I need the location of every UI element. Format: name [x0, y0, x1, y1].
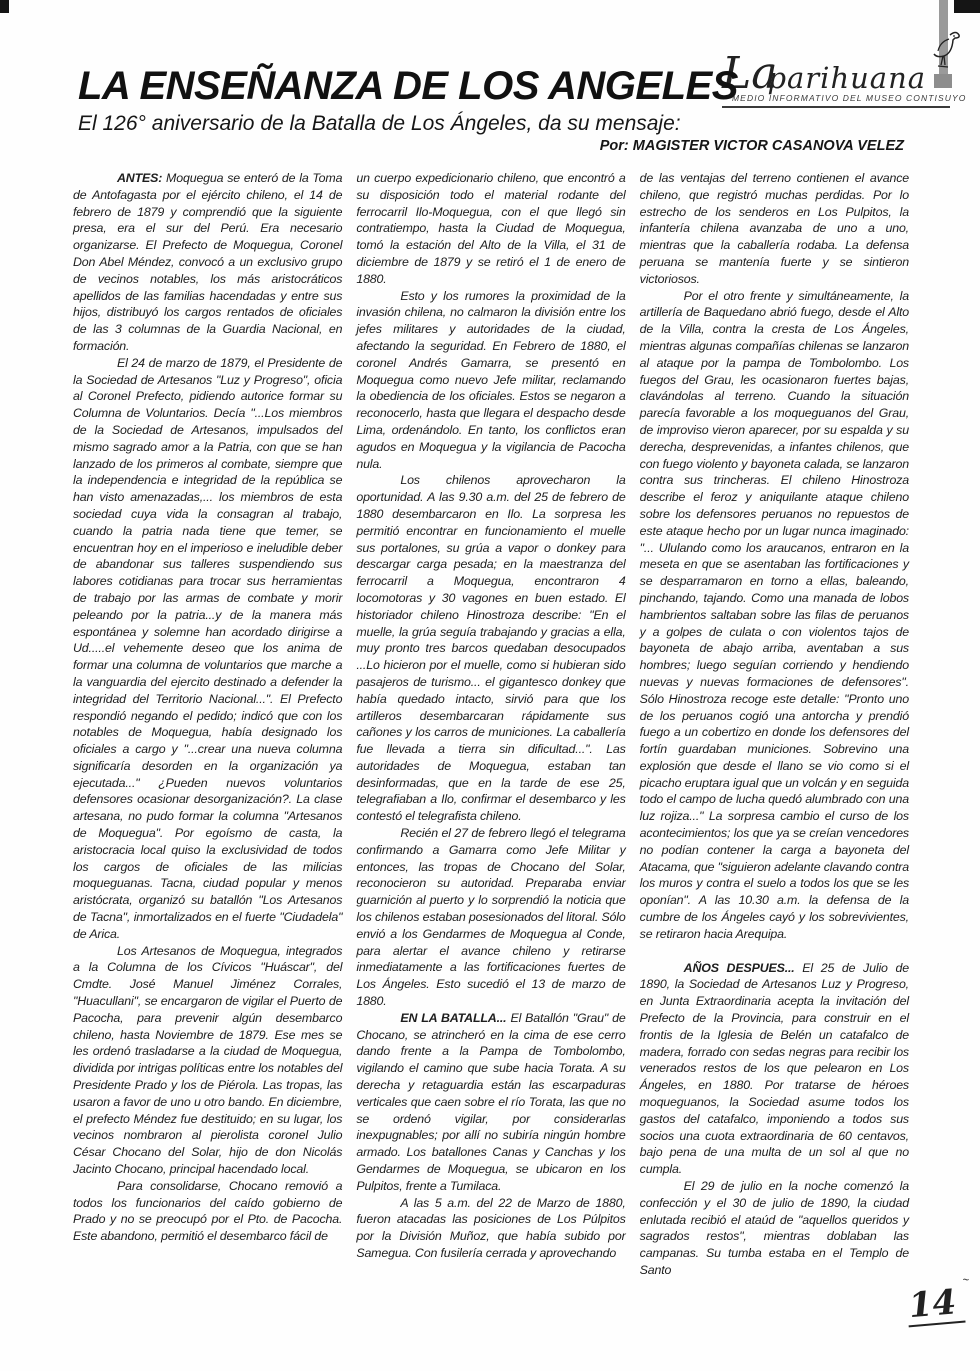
paragraph-text: un cuerpo expedicionario chileno, que encontró a su disposición todo el material rodante del ferrocarril Ilo-Moquegua, con el que llegó sin contratiempo, hasta la Ciudad de Moquegua, tomó la estación del Alto de la Villa, el 31 de diciembre de 1879 y se retiró el 1 de enero de 1880.: [356, 171, 626, 286]
paragraph: [640, 1178, 909, 1279]
page-number-value: 14: [906, 1282, 958, 1327]
paragraph-text: Los chilenos aprovecharon la oportunidad. A las 9.30 a.m. del 25 de febrero de 1880 desembarcaron en Ilo. La sorpresa les permitió encontrar en funcionamiento el muelle sus portalones, su grúa a vapor o donkey para descargar carga pesada; en la maestranza del ferrocarril a Moquegua, encontraron 4 locomotoras y 30 vagones en buen estado. El historiador chileno Hinostroza describe: "En el muelle, la grúa seguía trabajando y gracias a ella, muy pronto tres barcos quedaban desocupados ...Lo hicieron por el muelle, como si hubieran sido pasajeros de turismo... el gigantesco donkey que había quedado intacto, sirvió para que los artilleros desembarcaran rápidamente sus cañones y los carros de municiones. La caballería fue llevada a tierra sin dificultad...". Las autoridades de Moquegua, estaban tan desinformadas, que en la tarde de ese 25, telegrafiaban a Ilo, confirmar el desembarco y les contestó el telegrafista chileno.: [356, 473, 626, 824]
article-subtitle: El 126° aniversario de la Batalla de Los Ángeles, da su mensaje:: [78, 112, 681, 135]
paragraph: [73, 170, 342, 355]
masthead: [722, 30, 967, 108]
page-number-doodle-icon: ~: [961, 1275, 969, 1286]
paragraph-lead: EN LA BATALLA...: [400, 1010, 511, 1025]
paragraph-text: Esto y los rumores la proximidad de la invasión chilena, no calmaron la división entre los jefes militares y autoridades de la ciudad, afectando la seguridad. En Febrero de 1880, el coronel Andrés Gamarra, se presentó en Moquegua como nuevo Jefe militar, reclamando la obediencia de los oficiales. Estos se negaron a reconocerlo, hasta que llegara el despacho desde Lima, ordenándolo. En tanto, los conflictos eran agudos en Moquegua y la vigilancia de Pacocha nula.: [356, 288, 626, 471]
paragraph: [356, 170, 625, 288]
paragraph-text: El 25 de Julio de 1890, la Sociedad de Artesanos Luz y Progreso, en Junta Extraordinaria acepta la invitación del Prefecto de la Provincia, para construir en el frontis de la Iglesia de Belén un catafalco de madera, forrado con sedas negras para recibir los venerados restos de los que pelearon en Los Ángeles, en 1880. Por tratarse de héroes moqueguanos, la Sociedad asume todos los gastos del catafalco, imponiendo a todos sus socios una cuota extraordinaria de 60 centavos, bajo pena de una multa de un sol al que no cumpla.: [639, 960, 909, 1177]
paragraph-text: Por el otro frente y simultáneamente, la artillería de Baquedano abrió fuego, desde el Alto de la Villa, contra la cresta de Los Ángeles, mientras algunas compañías chilenas se lanzaron al ataque por la pampa de Tombolombo. Los fuegos del Grau, les ocasionaron fuertes bajas, clavándolas al terreno. Cuando la situación parecía favorable a los moqueguanos del Grau, de improviso vieron aparecer, por su espalda y su derecha, desprevenidas, a infantes chilenos, que con fuego violento y bayoneta calada, se lanzaron contra sus trincheras. El chileno Hinostroza describe el feroz y aniquilante ataque chileno sobre los defensores peruanos no repuestos de este ataque hecho por un lugar nunca imaginado: "... Ululando como los araucanos, entraron en la meseta en que se asentaban las fortificaciones y se desparramaron en torno a ellas, baleando, pinchando, tajando. Como una manada de lobos hambrientos saltaban sobre las filas de peruanos y a golpes de culata o con violentos tajos de bayoneta de abajo arriba, aventaban a sus hombres; luego seguían corriendo y hendiendo nuevas y nuevas formaciones de defensores". Sólo Hinostroza recoge este detalle: "Pronto uno de los peruanos cogió una antorcha y prendió fuego a un cobertizo en donde los defensores del fortín guardaban municiones. Sobrevino una explosión que desde el llano se vio como si el picacho eruptara igual que un volcán y en seguida todo el campo de lucha quedó alumbrado con una luz rojiza..." La sorpresa cambio el curso de los acontecimientos; los que ya se creían vencedores no podían contener la carga a bayoneta del Atacama, que "siguieron adelante clavando contra los muros y contra el suelo a todos los que se les oponían". A las 10.30 a.m. la defensa de la cumbre de los Ángeles cayó y los sobrevivientes, se retiraron hacia Arequipa.: [639, 288, 909, 941]
logo-script-la: La: [722, 48, 778, 99]
paragraph: [73, 1178, 342, 1245]
paragraph: [356, 472, 625, 825]
paragraph-text: A las 5 a.m. del 22 de Marzo de 1880, fueron atacadas las posiciones de Los Púlpitos por la División Muñoz, que había subido por Samegua. Con fusilería cerrada y aprovechando: [356, 1195, 626, 1260]
paragraph-text: El 29 de julio en la noche comenzó la confección y el 30 de julio de 1890, la ciudad enlutada recibió el ataúd de "aquellos queridos y sagrados restos", mientras doblaban las campanas. Su tumba estaba en el Templo de Santo: [639, 1179, 909, 1277]
paragraph-lead: AÑOS DESPUES...: [683, 960, 803, 975]
article-column-3: [640, 170, 909, 1279]
paragraph: [356, 1195, 625, 1262]
paragraph: [356, 1010, 625, 1195]
masthead-tagline: MEDIO INFORMATIVO DEL MUSEO CONTISUYO: [722, 92, 950, 108]
paragraph: [640, 288, 909, 943]
article-column-2: [356, 170, 625, 1279]
paragraph-text: Recién el 27 de febrero llegó el telegrama confirmando a Gamarra como Jefe Militar y entonces, las tropas de Chocano del Solar, reconocieron su autoridad. Preparaba enviar guarnición al puerto y lo sorprendió la noticia que los chilenos estaban posesionados del litoral. Sólo envió a los Gendarmes de Moquegua al Conde, para alertar el avance chileno y retirarse inmediatamente a las fortificaciones fuertes de Los Ángeles. Esto sucedió el 13 de marzo de 1880.: [356, 826, 626, 1009]
page-number: [905, 1275, 969, 1328]
paragraph: [73, 355, 342, 943]
paragraph-text: Moquegua se enteró de la Toma de Antofagasta por el ejército chileno, el 14 de febrero de 1879 y comprendió que la siguiente presa, era el sur del Perú. Era necesario organizarse. El Prefecto de Moquegua, Coronel Don Abel Méndez, convocó a un exclusivo grupo de vecinos notables, los más aristocráticos apellidos de las familias hacendadas y entre sus hijos, distribuyó los cargos rentados de oficiales de las 3 columnas de la Guardia Nacional, en formación.: [73, 171, 343, 353]
scan-artifact-top-right: [954, 0, 980, 13]
paragraph-text: Los Artesanos de Moquegua, integrados a la Columna de los Cívicos "Huáscar", del Cmdte. José Manuel Jiménez Corrales, "Huacullani", se encargaron de vigilar el Puerto de Pacocha, para prevenir algún desembarco chileno, hasta Noviembre de 1879. Ese mes se les ordenó trasladarse a la ciudad de Moquegua, dividida por intrigas políticas entre los notables del Presidente Prado y los de Piérola. Las tropas, las usaron a favor de uno u otro bando. En diciembre, el prefecto Méndez fue destituido; en su lugar, los vecinos nombraron al pierolista coronel Julio César Chocano del Solar, hijo de don Nicolás Jacinto Chocano, principal hacendado local.: [73, 943, 343, 1177]
paragraph-lead: ANTES:: [117, 171, 167, 185]
article-byline: Por: MAGISTER VICTOR CASANOVA VELEZ: [599, 138, 904, 154]
paragraph: [356, 825, 625, 1010]
scan-artifact-top-left: [0, 0, 9, 13]
paragraph: [640, 170, 909, 288]
logo-script-word: parihuana: [767, 61, 927, 95]
article-title: LA ENSEÑANZA DE LOS ANGELES: [78, 64, 738, 108]
article-column-1: [73, 170, 342, 1279]
paragraph-text: Para consolidarse, Chocano removió a todos los funcionarios del caído gobierno de Prado y no se preocupó por el Pto. de Pacocha. Este abandono, permitió el desembarco fácil de: [73, 1178, 343, 1244]
paragraph: [640, 960, 909, 1178]
paragraph-text: de las ventajas del terreno contienen el avance chileno, que registró muchas perdidas. Por lo estrecho de los senderos en Los Pulpitos, la infantería chilena avanzaba de uno a uno, mientras que la caballería rodaba. La defensa peruana se mantenía fuerte y se sintieron victoriosos.: [639, 171, 909, 286]
paragraph-text: El Batallón "Grau" de Chocano, se atrincheró en la cima de ese cerro dando frente a la Pampa de Tombolombo, vigilando el camino que sube hacia Torata. A su derecha y retaguardia están las escarpaduras verticales que caen sobre el río Torata, las que no se ordenó vigilar, por considerarlas inexpugnables; por allí no subiría ningún hombre armado. Los batallones Canas y Canchas y los Gendarmes de Moquegua, se ubicaron en los Pulpitos, frente a Tumilaca.: [356, 1010, 626, 1193]
paragraph: [356, 288, 625, 473]
parihuana-bird-icon: [928, 30, 962, 70]
paragraph: [73, 943, 342, 1178]
article-columns: [73, 170, 909, 1279]
paragraph-text: El 24 de marzo de 1879, el Presidente de la Sociedad de Artesanos "Luz y Progreso", oficia al Coronel Prefecto, pidiendo autorice formar su Columna de Voluntarios. Decía "...Los miembros de la Sociedad de Artesanos, impulsados del mismo sagrado amor a la Patria, con que se han lanzado de los primeros al combate, siempre que la independencia e integridad de la república se han visto amenazadas,... los miembros de esta sociedad cuya vida la consagran al trabajo, cuando la patria nada tiene que temer, se encuentran hoy en el imperioso e ineludible deber de abandonar sus talleres suspendiendo sus labores cotidianas para trocar sus herramientas de trabajo por las armas de combate y morir peleando por la patria...y de la manera más espontánea y solemne han acordado dirigirse a Ud.....el vehemente deseo que los anima de formar una columna de voluntarios que marche a la vanguardia del ejercito destinado a defender la integridad del Territorio Nacional...". El Prefecto respondió negando el pedido; indicó que con los notables de Moquegua, había designado los oficiales a cargo y "...crear una nueva columna significaría desorden en la organización ya ejecutada..." ¿Pueden nuevos voluntarios defensores ocasionar desorganización?. La clase artesana, no pudo formar la columna "Artesanos de Moquegua". Por egoísmo de casta, la aristocracia local quiso la exclusividad de todos los cargos de oficiales de las milicias moqueguanas. Tacna, ciudad popular y menos aristócrata, organizó su batallón "Los Artesanos de Tacna", inmortalizados en el fuerte "Ciudadela" de Arica.: [73, 355, 343, 941]
